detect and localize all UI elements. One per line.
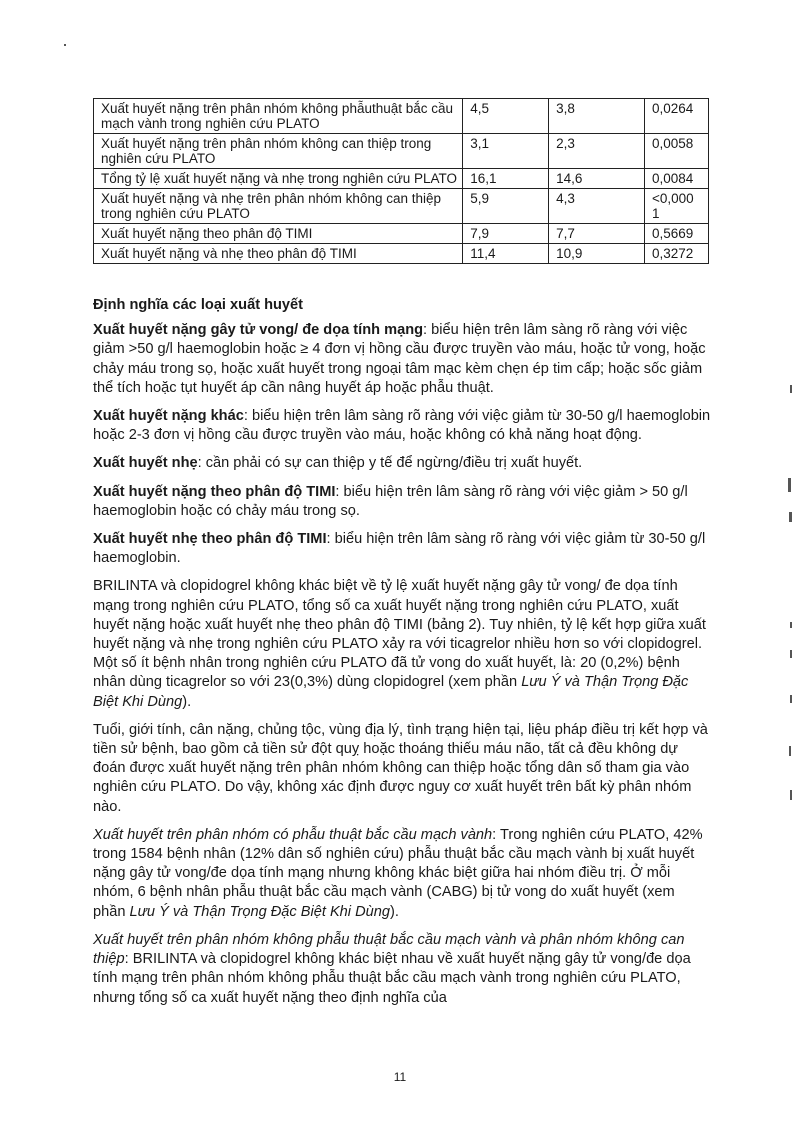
definitions-list — [93, 321, 711, 568]
paragraph-risk-factors: Tuổi, giới tính, cân nặng, chủng tộc, vùng địa lý, tình trạng hiện tại, liệu pháp điều trị kết hợp và tiền sử bệnh, bao gồm cả tiền sử đột quỵ hoặc thoáng thiếu máu não, tất cả đều không dự đoán được xuất huyết nặng trên phân nhóm không can thiệp hoặc tổng dân số tham gia vào nghiên cứu PLATO. Do vậy, không xác định được nguy cơ xuất huyết trên bất kỳ phân nhóm nào. — [93, 721, 708, 815]
scan-mark — [789, 746, 791, 756]
paragraph-non-cabg: Xuất huyết trên phân nhóm không phẫu thuật bắc cầu mạch vành và phân nhóm không can thiệp: BRILINTA và clopidogrel không khác biệt nhau về xuất huyết nặng gây tử vong/đe dọa tính mạng trên phân nhóm không phẫu thuật bắc cầu mạch vành trong nghiên cứu PLATO, nhưng tổng số ca xuất huyết nặng theo định nghĩa của — [93, 931, 691, 1006]
page-number: 11 — [393, 1070, 407, 1084]
definition-item — [93, 530, 711, 568]
clopidogrel-value-cell: 10,9 — [549, 244, 645, 264]
definition-item — [93, 407, 711, 445]
definition-text: : biểu hiện trên lâm sàng rõ ràng với việc giảm > 50 g/l haemoglobin hoặc có chảy máu trong sọ. — [93, 483, 688, 519]
clopidogrel-value-cell: 3,8 — [549, 99, 645, 134]
clopidogrel-value-cell: 14,6 — [549, 169, 645, 189]
table-row — [94, 99, 709, 134]
scan-mark — [64, 44, 66, 46]
scan-mark — [788, 478, 791, 492]
ticagrelor-value-cell: 7,9 — [463, 224, 549, 244]
definition-term: Xuất huyết nặng khác — [93, 408, 244, 425]
scan-mark — [789, 512, 792, 522]
clopidogrel-value-cell: 7,7 — [549, 224, 645, 244]
p-value-cell: 0,0058 — [645, 134, 709, 169]
definition-term: Xuất huyết nặng theo phân độ TIMI — [93, 483, 336, 500]
p-value-cell: 0,0084 — [645, 169, 709, 189]
definition-text: : biểu hiện trên lâm sàng rõ ràng với việc giảm từ 30-50 g/l haemoglobin hoặc 2-3 đơn vị hồng cầu được truyền vào máu, hoặc không có khả năng hoạt động. — [93, 408, 711, 444]
scan-mark — [790, 695, 792, 703]
ticagrelor-value-cell: 5,9 — [463, 189, 549, 224]
clopidogrel-value-cell: 4,3 — [549, 189, 645, 224]
p-value-cell: 0,5669 — [645, 224, 709, 244]
ticagrelor-value-cell: 3,1 — [463, 134, 549, 169]
paragraph-cabg: Xuất huyết trên phân nhóm có phẫu thuật bắc cầu mạch vành: Trong nghiên cứu PLATO, 42% trong 1584 bệnh nhân (12% dân số nghiên cứu) phẫu thuật bắc cầu mạch vành bị xuất huyết nặng gây tử vong/đe dọa tính mạng nhưng không khác biệt giữa hai nhóm điều trị. Ở mỗi nhóm, 6 bệnh nhân phẫu thuật bắc cầu mạch vành (CABG) bị tử vong do xuất huyết (xem phần Lưu Ý và Thận Trọng Đặc Biệt Khi Dùng). — [93, 826, 703, 920]
scan-mark — [790, 650, 792, 658]
ticagrelor-value-cell: 11,4 — [463, 244, 549, 264]
p-value-cell: 0,0264 — [645, 99, 709, 134]
scan-mark — [790, 622, 792, 628]
bleeding-rates-table — [93, 98, 709, 264]
definition-item — [93, 483, 711, 521]
row-label-cell: Tổng tỷ lệ xuất huyết nặng và nhẹ trong nghiên cứu PLATO — [94, 169, 463, 189]
ticagrelor-value-cell: 4,5 — [463, 99, 549, 134]
table-row — [94, 169, 709, 189]
definition-text: : biểu hiện trên lâm sàng rõ ràng với việc giảm >50 g/l haemoglobin hoặc ≥ 4 đơn vị hồng cầu được truyền vào máu, hoặc tử vong, hoặc chảy máu trong sọ, hoặc xuất huyết trong ngoại tâm mạc kèm chẹn ép tim cấp; hoặc sốc giảm thể tích hoặc tụt huyết áp cần nâng huyết áp hoặc phẫu thuật. — [93, 322, 706, 396]
definition-item — [93, 321, 711, 398]
row-label-cell: Xuất huyết nặng và nhẹ theo phân độ TIMI — [94, 244, 463, 264]
clopidogrel-value-cell: 2,3 — [549, 134, 645, 169]
body-text — [93, 296, 711, 1017]
row-label-cell: Xuất huyết nặng và nhẹ trên phân nhóm không can thiệp trong nghiên cứu PLATO — [94, 189, 463, 224]
row-label-cell: Xuất huyết nặng theo phân độ TIMI — [94, 224, 463, 244]
section-title: Định nghĩa các loại xuất huyết — [93, 297, 304, 313]
definition-text: : cần phải có sự can thiệp y tế để ngừng/điều trị xuất huyết. — [197, 455, 583, 472]
definition-term: Xuất huyết nhẹ — [93, 455, 198, 472]
paragraph-brilinta: BRILINTA và clopidogrel không khác biệt về tỷ lệ xuất huyết nặng gây tử vong/ đe dọa tính mạng trong nghiên cứu PLATO, tổng số ca xuất huyết nặng trong nghiên cứu PLATO, xuất huyết nặng hoặc xuất huyết nhẹ theo phân độ TIMI (bảng 2). Tuy nhiên, tỷ lệ kết hợp giữa xuất huyết nặng và nhẹ trong nghiên cứu PLATO xảy ra với ticagrelor nhiều hơn so với clopidogrel. Một số ít bệnh nhân trong nghiên cứu PLATO đã tử vong do xuất huyết, là: 20 (0,2%) bệnh nhân dùng ticagrelor so với 23(0,3%) dùng clopidogrel (xem phần Lưu Ý và Thận Trọng Đặc Biệt Khi Dùng). — [93, 578, 706, 710]
row-label-cell: Xuất huyết nặng trên phân nhóm không can thiệp trong nghiên cứu PLATO — [94, 134, 463, 169]
definition-term: Xuất huyết nhẹ theo phân độ TIMI — [93, 531, 327, 548]
definition-text: : biểu hiện trên lâm sàng rõ ràng với việc giảm từ 30-50 g/l haemoglobin. — [93, 531, 706, 567]
p-value-cell: <0,000 1 — [645, 189, 709, 224]
scan-mark — [790, 790, 792, 800]
table-row — [94, 244, 709, 264]
table-row — [94, 224, 709, 244]
p-value-cell: 0,3272 — [645, 244, 709, 264]
scan-mark — [790, 385, 792, 393]
definition-item — [93, 454, 711, 473]
table-row — [94, 189, 709, 224]
table-row — [94, 134, 709, 169]
row-label-cell: Xuất huyết nặng trên phân nhóm không phẫuthuật bắc cầu mạch vành trong nghiên cứu PLATO — [94, 99, 463, 134]
definition-term: Xuất huyết nặng gây tử vong/ đe dọa tính mạng — [93, 322, 424, 339]
ticagrelor-value-cell: 16,1 — [463, 169, 549, 189]
